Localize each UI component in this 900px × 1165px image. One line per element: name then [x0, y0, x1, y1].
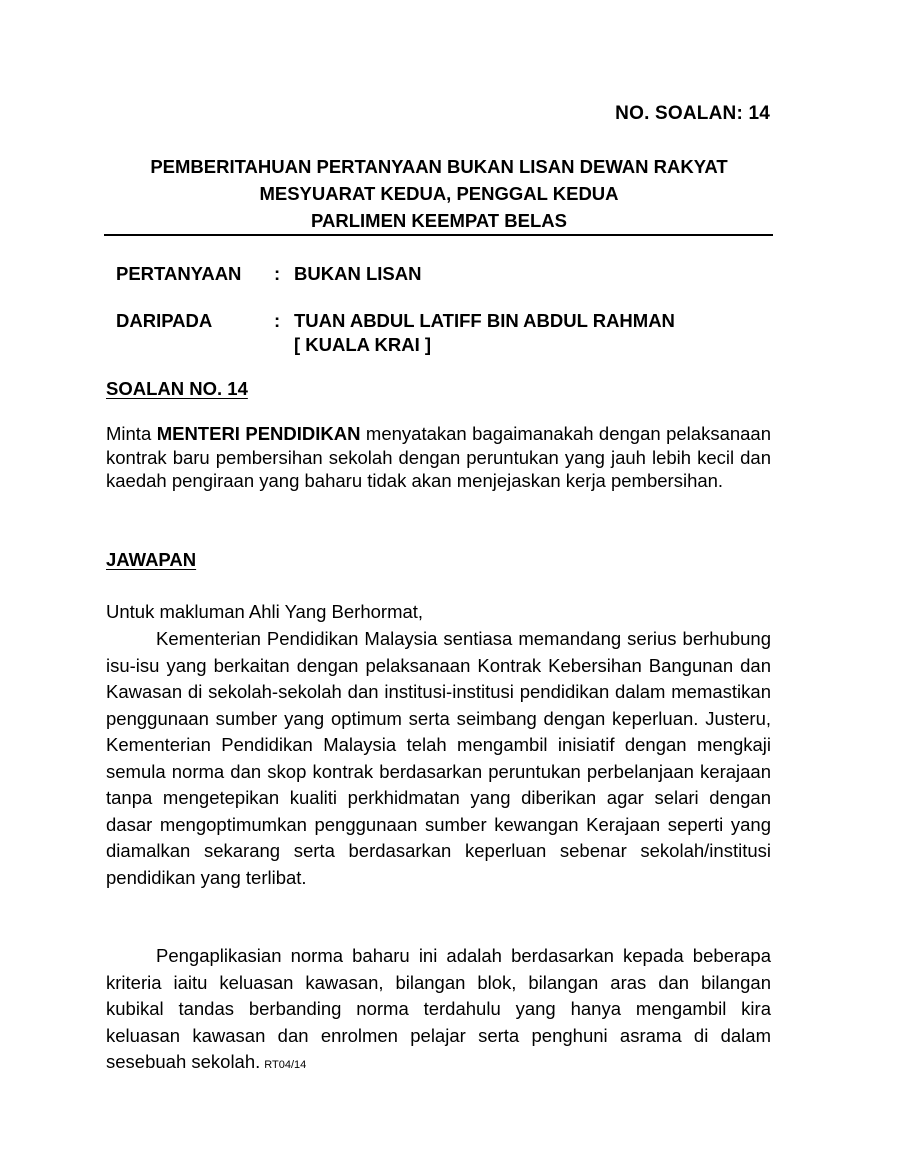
- title-line-1: PEMBERITAHUAN PERTANYAAN BUKAN LISAN DEWAN RAKYAT: [150, 156, 728, 177]
- answer-heading: JAWAPAN: [106, 549, 197, 570]
- question-type-label: PERTANYAAN: [116, 263, 242, 284]
- question-heading: SOALAN NO. 14: [106, 378, 248, 399]
- title-divider: [104, 234, 773, 236]
- answer-paragraph-2-text: Pengaplikasian norma baharu ini adalah berdasarkan kepada beberapa kriteria iaitu keluasan kawasan, bilangan blok, bilangan aras dan bilangan kubikal tandas berbanding norma terdahulu yang hanya mengambil kira keluasan kawasan dan enrolmen pelajar serta penghuni asrama di dalam sesebuah sekolah.: [106, 945, 771, 1072]
- answer-paragraph-1: [106, 626, 771, 891]
- colon-separator: :: [274, 263, 281, 284]
- title-line-2: MESYUARAT KEDUA, PENGGAL KEDUA: [259, 183, 619, 204]
- from-constituency: [ KUALA KRAI ]: [294, 334, 432, 355]
- question-number: NO. SOALAN: 14: [615, 103, 770, 124]
- reference-code: RT04/14: [264, 1059, 307, 1071]
- colon-separator: :: [274, 310, 281, 331]
- answer-greeting: Untuk makluman Ahli Yang Berhormat,: [106, 601, 424, 622]
- question-type-value: BUKAN LISAN: [294, 263, 422, 284]
- from-label: DARIPADA: [116, 310, 213, 331]
- minister-name: MENTERI PENDIDIKAN: [156, 423, 361, 444]
- answer-paragraph-2: [106, 943, 771, 1079]
- question-prefix: Minta: [106, 423, 152, 444]
- from-name: TUAN ABDUL LATIFF BIN ABDUL RAHMAN: [294, 310, 675, 331]
- answer-paragraph-1-text: Kementerian Pendidikan Malaysia sentiasa memandang serius berhubung isu-isu yang berkaitan dengan pelaksanaan Kontrak Kebersihan Bangunan dan Kawasan di sekolah-sekolah dan institusi-institusi pendidikan dalam memastikan penggunaan sumber yang optimum serta seimbang dengan keperluan. Justeru, Kementerian Pendidikan Malaysia telah mengambil inisiatif dengan mengkaji semula norma dan skop kontrak berdasarkan peruntukan perbelanjaan kerajaan tanpa mengetepikan kualiti perkhidmatan yang diberikan agar selari dengan dasar mengoptimumkan penggunaan sumber kewangan Kerajaan seperti yang diamalkan sekarang serta berdasarkan keperluan sebenar sekolah/institusi pendidikan yang terlibat.: [106, 628, 771, 888]
- question-text: [106, 422, 771, 493]
- title-line-3: PARLIMEN KEEMPAT BELAS: [311, 210, 567, 231]
- document-title: [105, 153, 773, 234]
- question-body: menyatakan bagaimanakah dengan pelaksanaan kontrak baru pembersihan sekolah dengan peruntukan yang jauh lebih kecil dan kaedah pengiraan yang baharu tidak akan menjejaskan kerja pembersihan.: [106, 423, 772, 491]
- from-value: [294, 309, 675, 357]
